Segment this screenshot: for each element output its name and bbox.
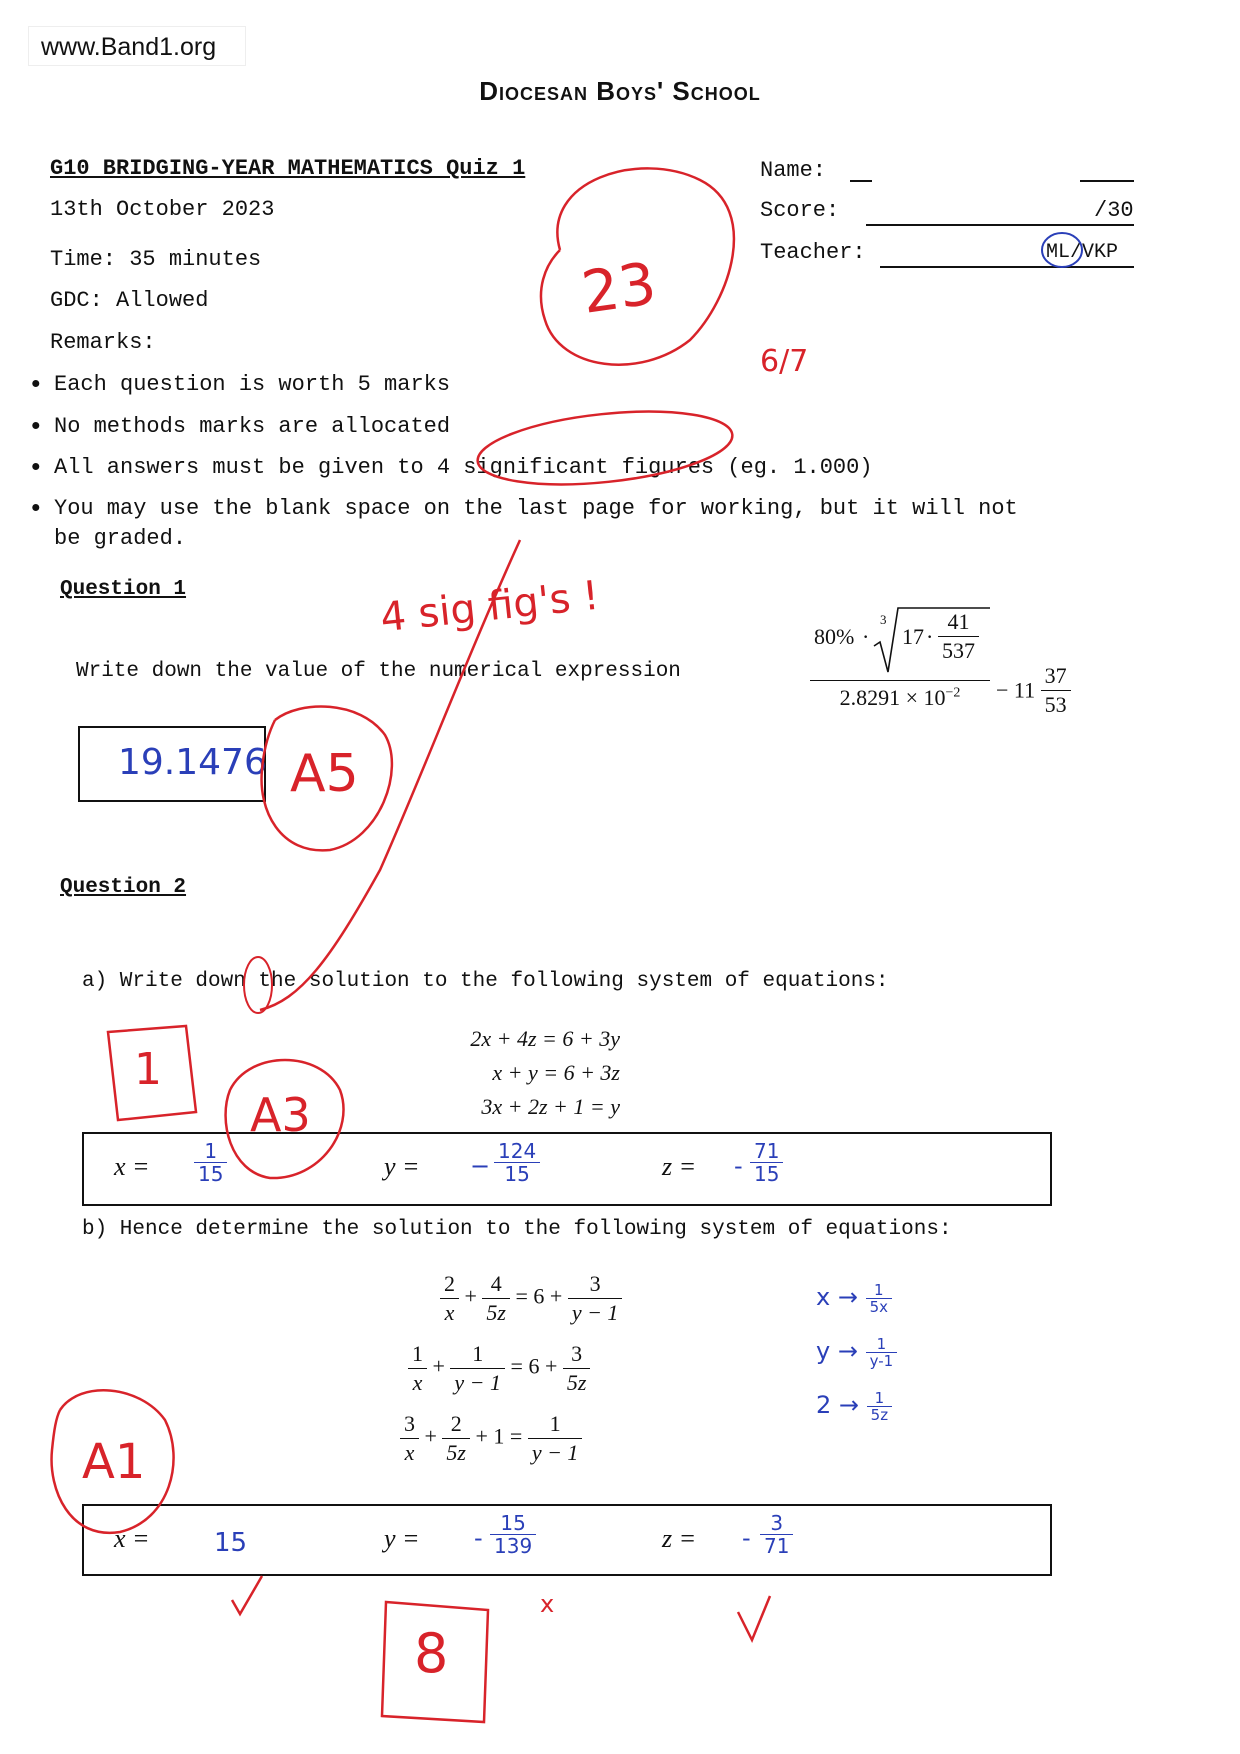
q2b-mark: A1 [82, 1434, 146, 1490]
teacher-value: ML/VKP [1046, 241, 1119, 264]
q1-answer: 19.1476 [118, 742, 267, 783]
equation: x + y = 6 + 3z [492, 1060, 620, 1085]
equation: 2x + 4z = 6 + 3y [470, 1026, 620, 1051]
q1-mixed-number: − 11 $\frac{37}{53}$ [996, 664, 1071, 721]
equation: $\frac{3}{x}$ + $\frac{2}{5z}$ + 1 = $\frac{1}{y - 1}$ [400, 1410, 582, 1467]
tick-icon [738, 1596, 770, 1640]
quiz-title: G10 BRIDGING-YEAR MATHEMATICS Quiz 1 [50, 156, 526, 181]
z-sign: - [742, 1524, 751, 1552]
substitution: 2 → $\frac{1}{5z}$ [816, 1378, 897, 1432]
cross-mark: x [540, 1590, 555, 1618]
equation: $\frac{2}{x}$ + $\frac{4}{5z}$ = 6 + $\frac{3}{y - 1}$ [440, 1270, 622, 1327]
page-fraction: 6/7 [760, 344, 809, 379]
q1-denominator: $2.8291 \times 10^{-2}$ [839, 685, 961, 710]
x-label: x = [114, 1152, 150, 1181]
q1-percent: 80% [814, 624, 855, 649]
q1-root-index: 3 [880, 612, 887, 627]
y-label: y = [384, 1524, 420, 1553]
remark-item: • You may use the blank space on the last page for working, but it will not [32, 496, 1018, 521]
teacher-circle-icon [1042, 233, 1082, 267]
q1-radicand-fraction: $\frac{41}{537}$ [938, 608, 979, 665]
y-sign: - [474, 1524, 483, 1552]
x-answer: $\frac{1}{15}$ [194, 1140, 227, 1185]
q2a-mark: A3 [250, 1088, 311, 1142]
watermark: www.Band1.org [28, 26, 246, 66]
remarks-label: Remarks: [50, 330, 156, 355]
loop-icon [244, 957, 272, 1013]
z-sign: - [734, 1152, 743, 1180]
q1-dot: · [926, 624, 934, 649]
total-score: 23 [577, 249, 661, 327]
q1-dot: · [862, 624, 870, 649]
equation: $\frac{1}{x}$ + $\frac{1}{y - 1}$ = 6 + $\frac{3}{5z}$ [408, 1340, 590, 1397]
sigfig-circle-icon [474, 401, 736, 495]
question-1-heading: Question 1 [60, 578, 187, 601]
substitution: y → $\frac{1}{y-1}$ [816, 1324, 897, 1378]
q2a-box-mark: 1 [134, 1044, 162, 1095]
score-total: /30 [1094, 198, 1134, 223]
remark-item: • No methods marks are allocated [32, 414, 450, 439]
z-answer: $\frac{3}{71}$ [760, 1512, 793, 1557]
quiz-date: 13th October 2023 [50, 197, 275, 222]
q2b-prompt: b) Hence determine the solution to the following system of equations: [82, 1218, 952, 1241]
question-2-heading: Question 2 [60, 876, 187, 899]
question-1-prompt: Write down the value of the numerical expression [76, 660, 681, 683]
score-label: Score: [760, 198, 840, 223]
q2b-box-mark: 8 [414, 1622, 449, 1685]
x-answer: 15 [214, 1528, 248, 1558]
x-label: x = [114, 1524, 150, 1553]
remark-item: • Each question is worth 5 marks [32, 372, 450, 397]
name-label: Name: [760, 158, 827, 183]
q2a-prompt: a) Write down the solution to the following system of equations: [82, 970, 889, 993]
tick-icon [232, 1576, 262, 1614]
quiz-time: Time: 35 minutes [50, 247, 262, 272]
teacher-label: Teacher: [760, 240, 866, 265]
school-name: Diocesan Boys' School [479, 76, 761, 106]
y-answer: $\frac{15}{139}$ [490, 1512, 536, 1557]
z-answer: $\frac{71}{15}$ [750, 1140, 783, 1185]
q1-radicand-int: 17 [902, 624, 924, 649]
sigfig-note: 4 sig fig's ! [378, 572, 602, 642]
y-label: y = [384, 1152, 420, 1181]
remark-item-continued: be graded. [54, 526, 187, 551]
substitution: x → $\frac{1}{5x}$ [816, 1270, 897, 1324]
y-answer: $\frac{124}{15}$ [494, 1140, 540, 1185]
gdc-note: GDC: Allowed [50, 288, 209, 313]
remark-item: • All answers must be given to 4 significant figures (eg. 1.000) [32, 455, 873, 480]
y-sign: − [470, 1152, 491, 1180]
z-label: z = [662, 1152, 697, 1181]
z-label: z = [662, 1524, 697, 1553]
q1-mark: A5 [290, 744, 359, 804]
equation: 3x + 2z + 1 = y [481, 1094, 620, 1119]
